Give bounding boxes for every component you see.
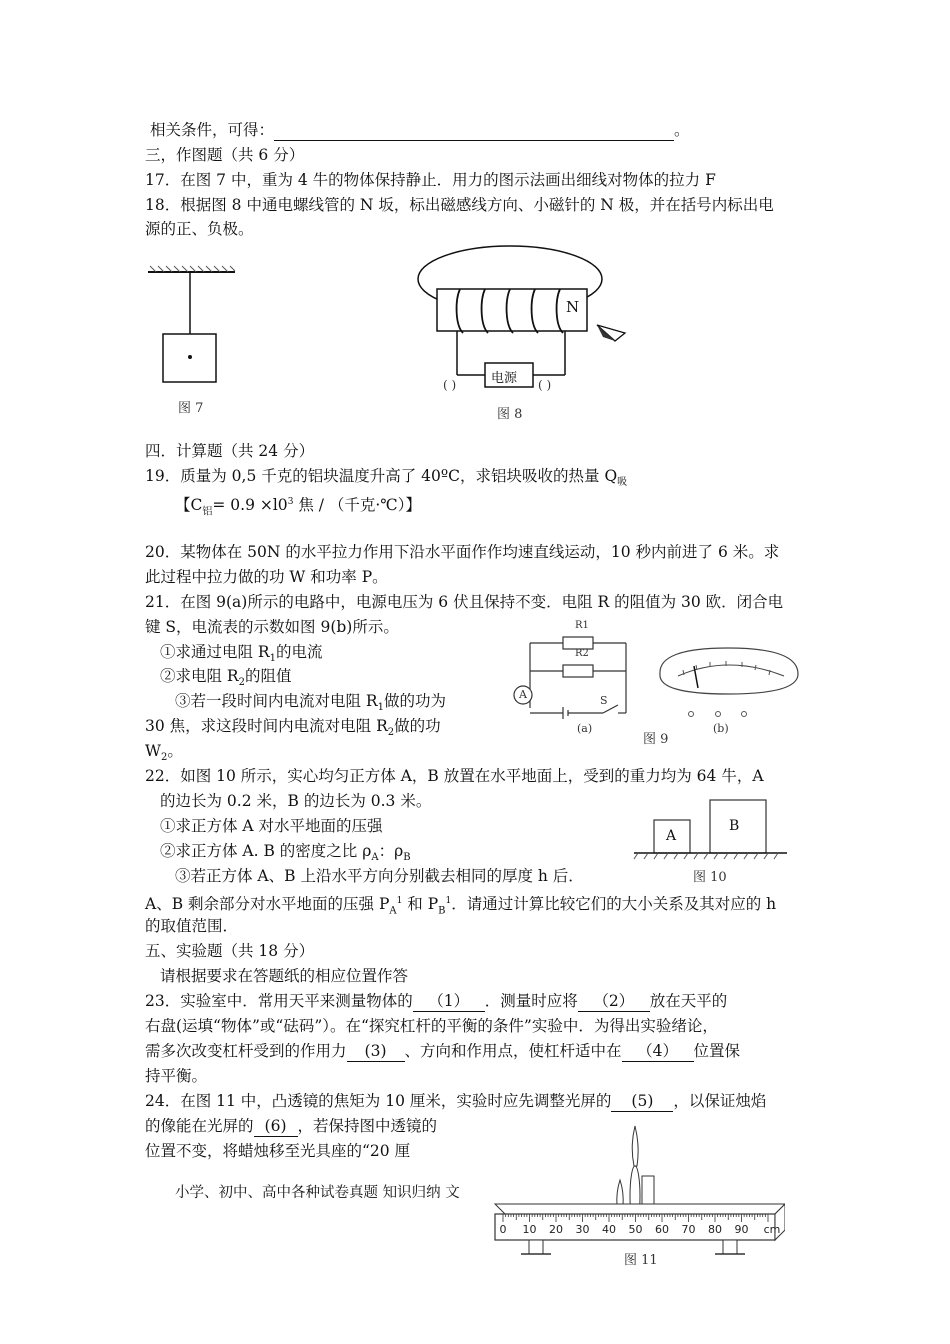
question-21-part3-line2 bbox=[145, 716, 441, 743]
q21-2-end: 的阻值 bbox=[244, 667, 292, 685]
q16-answer-line bbox=[150, 120, 690, 141]
q21-1-sub: 1 bbox=[269, 653, 276, 665]
question-18-line1: 18．根据图 8 中通电螺线管的 N 坂，标出磁感线方向、小磁针的 N 极，并在括号内标出电 bbox=[145, 196, 774, 214]
q19-const-mid: = 0.9 ×l0 bbox=[212, 496, 288, 515]
q22-4-sup2: 1 bbox=[445, 896, 452, 906]
q21-2-sub: 2 bbox=[238, 677, 245, 689]
fig9-r1-label: R1 bbox=[575, 620, 589, 631]
question-20-line1: 20．某物体在 50N 的水平拉力作用下沿水平面作作均速直线运动，10 秒内前进了 6 米。求 bbox=[145, 543, 780, 561]
question-22-part3: ③若正方体 A、B 上沿水平方向分别截去相同的厚度 h 后． bbox=[175, 867, 584, 885]
q21-1-text: ①求通过电阻 R bbox=[160, 643, 270, 661]
ruler-label: 90 bbox=[734, 1223, 749, 1236]
question-21-part3-line1 bbox=[175, 691, 446, 718]
question-21-line2: 键 S，电流表的示数如图 9(b)所示。 bbox=[145, 618, 399, 636]
q24-text1: 24．在图 11 中，凸透镜的焦矩为 10 厘米，实验时应先调整光屏的 bbox=[145, 1092, 612, 1110]
q21-3b-sub: 2 bbox=[387, 727, 395, 739]
question-22-part3-line3: 的取值范围． bbox=[145, 917, 239, 935]
q23-text6: 位置保 bbox=[693, 1042, 741, 1060]
q22-2-sub: A bbox=[371, 852, 379, 864]
q24-text2: ，以保证烛焰 bbox=[673, 1092, 767, 1110]
ruler-label: 80 bbox=[708, 1223, 722, 1236]
q22-4-sub2: B bbox=[438, 905, 446, 917]
figure-10 bbox=[632, 795, 792, 865]
section-5-title: 五、实验题（共 18 分） bbox=[145, 942, 315, 960]
q19-const-sup: 3 bbox=[287, 497, 294, 507]
q23-text1: 23．实验室中．常用天平来测量物体的 bbox=[145, 992, 413, 1010]
q22-4-sub1: A bbox=[389, 905, 397, 917]
q21-3b-text: 30 焦，求这段时间内电流对电阻 R bbox=[145, 717, 388, 735]
question-23-line3 bbox=[145, 1041, 740, 1062]
question-21-part2 bbox=[160, 666, 292, 693]
q22-2-text: ②求正方体 A. B 的密度之比 ρ bbox=[160, 842, 372, 860]
q21-3a-text: ③若一段时间内电流对电阻 R bbox=[175, 692, 378, 710]
q21-3b-end: 做的功 bbox=[394, 717, 441, 735]
q19-const-post: 焦 / （千克·℃）】 bbox=[293, 496, 421, 515]
question-22-line2: 的边长为 0.2 米，B 的边长为 0.3 米。 bbox=[160, 792, 432, 810]
figure-11-caption: 图 11 bbox=[624, 1253, 658, 1268]
q22-4-end: ．请通过计算比较它们的大小关系及其对应的 h bbox=[451, 895, 777, 914]
blank-3: (3) bbox=[347, 1041, 405, 1062]
question-22-part1: ①求正方体 A 对水平地面的压强 bbox=[160, 817, 383, 835]
fig10-block-b-label: B bbox=[729, 818, 740, 834]
fig9a-label: (a) bbox=[577, 722, 593, 735]
ruler-label: cm bbox=[763, 1223, 781, 1236]
ruler-label: 20 bbox=[549, 1223, 563, 1236]
q22-4-mid: 和 P bbox=[402, 895, 439, 914]
ruler-label: 30 bbox=[575, 1223, 590, 1236]
q23-text4: 需多次改变杠杆受到的作用力 bbox=[145, 1042, 347, 1060]
question-20-line2: 此过程中拉力做的功 W 和功率 P。 bbox=[145, 568, 388, 586]
fig10-block-a-label: A bbox=[666, 828, 677, 844]
q21-3c-end: 。 bbox=[167, 742, 183, 760]
q16-prefix: 相关条件，可得： bbox=[150, 121, 275, 139]
question-18-line2: 源的正、负极。 bbox=[145, 220, 254, 238]
figure-9 bbox=[508, 618, 813, 746]
question-22-part3-line2 bbox=[145, 891, 776, 921]
figure-7-caption: 图 7 bbox=[178, 401, 204, 416]
q23-text2: ．测量时应将 bbox=[484, 992, 578, 1010]
question-21-part3-line3 bbox=[145, 741, 183, 768]
question-23-line1 bbox=[145, 991, 727, 1012]
figure-8-caption: 图 8 bbox=[497, 407, 523, 422]
section-3-title: 三，作图题（共 6 分） bbox=[145, 146, 305, 164]
q21-1-end: 的电流 bbox=[275, 643, 323, 661]
fig9-ammeter-label: A bbox=[519, 688, 527, 701]
figure-9-caption: 图 9 bbox=[643, 732, 669, 747]
q23-text5: 、方向和作用点，使杠杆适中在 bbox=[404, 1042, 622, 1060]
question-24-line1 bbox=[145, 1091, 766, 1112]
ruler-label: 10 bbox=[522, 1223, 537, 1236]
question-24-line2 bbox=[145, 1116, 437, 1137]
q23-text3: 放在天平的 bbox=[649, 992, 728, 1010]
q21-3c-text: W bbox=[145, 742, 161, 760]
q19-subscript: 吸 bbox=[617, 477, 628, 489]
section-5-note: 请根据要求在答题纸的相应位置作答 bbox=[160, 967, 409, 985]
ruler-label: 40 bbox=[602, 1223, 616, 1236]
question-23-line2: 右盘(运填“物体”或“砝码”）。在“探究杠杆的平衡的条件”实验中．为得出实验绪论， bbox=[145, 1017, 718, 1035]
fig9-r2-label: R2 bbox=[575, 648, 589, 659]
q22-2-sub2: B bbox=[403, 852, 411, 864]
answer-blank bbox=[274, 120, 674, 141]
q21-3a-sub: 1 bbox=[377, 702, 384, 714]
figure-8 bbox=[415, 245, 640, 395]
blank-4: （4） bbox=[622, 1041, 694, 1062]
question-22-line1: 22．如图 10 所示，实心均匀正方体 A，B 放置在水平地面上，受到的重力均为 64 牛，A bbox=[145, 767, 764, 785]
q19-text: 19．质量为 0,5 千克的铝块温度升高了 40ºC，求铝块吸收的热量 Q bbox=[145, 467, 618, 485]
fig8-n-pole-label: N bbox=[566, 298, 580, 316]
ruler-label: 60 bbox=[655, 1223, 669, 1236]
q24-text3: 的像能在光屏的 bbox=[145, 1117, 254, 1135]
q22-4-text: A、B 剩余部分对水平地面的压强 P bbox=[145, 895, 390, 914]
q21-3a-end: 做的功为 bbox=[383, 692, 446, 710]
question-23-line4: 持平衡。 bbox=[145, 1067, 208, 1085]
q16-suffix: 。 bbox=[674, 121, 690, 139]
section-4-title: 四．计算题（共 24 分） bbox=[145, 442, 315, 460]
footer-note: 小学、初中、高中各种试卷真题 知识归纳 文 bbox=[175, 1185, 460, 1201]
blank-2: （2） bbox=[578, 991, 650, 1012]
question-24-line3: 位置不变，将蜡烛移至光具座的“20 厘 bbox=[145, 1142, 411, 1160]
fig9-switch-label: S bbox=[600, 694, 608, 707]
question-19-constant bbox=[175, 492, 421, 522]
blank-6: (6) bbox=[254, 1116, 298, 1137]
q21-2-text: ②求电阻 R bbox=[160, 667, 239, 685]
fig8-paren-right: ( ) bbox=[538, 378, 552, 392]
blank-1: （1） bbox=[413, 991, 485, 1012]
question-21-line1: 21．在图 9(a)所示的电路中，电源电压为 6 伏且保持不变．电阻 R 的阻值为 30 欧．闭合电 bbox=[145, 593, 784, 611]
question-17: 17．在图 7 中，重为 4 牛的物体保持静止．用力的图示法画出细线对物体的拉力 F bbox=[145, 171, 716, 189]
ruler-label: 50 bbox=[628, 1223, 643, 1236]
ruler-label: 0 bbox=[499, 1223, 507, 1236]
q24-text4: ，若保持图中透镜的 bbox=[297, 1117, 438, 1135]
q19-const-prefix: 【C bbox=[175, 496, 203, 515]
q22-2-mid: ：ρ bbox=[378, 842, 404, 860]
ruler-label: 70 bbox=[681, 1223, 696, 1236]
question-19 bbox=[145, 466, 627, 493]
q19-const-sub: 铝 bbox=[202, 506, 213, 518]
blank-5: (5) bbox=[611, 1091, 673, 1112]
figure-11 bbox=[485, 1120, 785, 1262]
figure-10-caption: 图 10 bbox=[693, 870, 727, 885]
q21-3c-sub: 2 bbox=[160, 752, 168, 764]
fig8-paren-left: ( ) bbox=[443, 378, 457, 392]
q22-4-sup1: 1 bbox=[396, 896, 403, 906]
fig9b-label: (b) bbox=[713, 722, 729, 735]
fig8-power-source-label: 电源 bbox=[491, 371, 518, 386]
question-22-part2 bbox=[160, 841, 411, 868]
